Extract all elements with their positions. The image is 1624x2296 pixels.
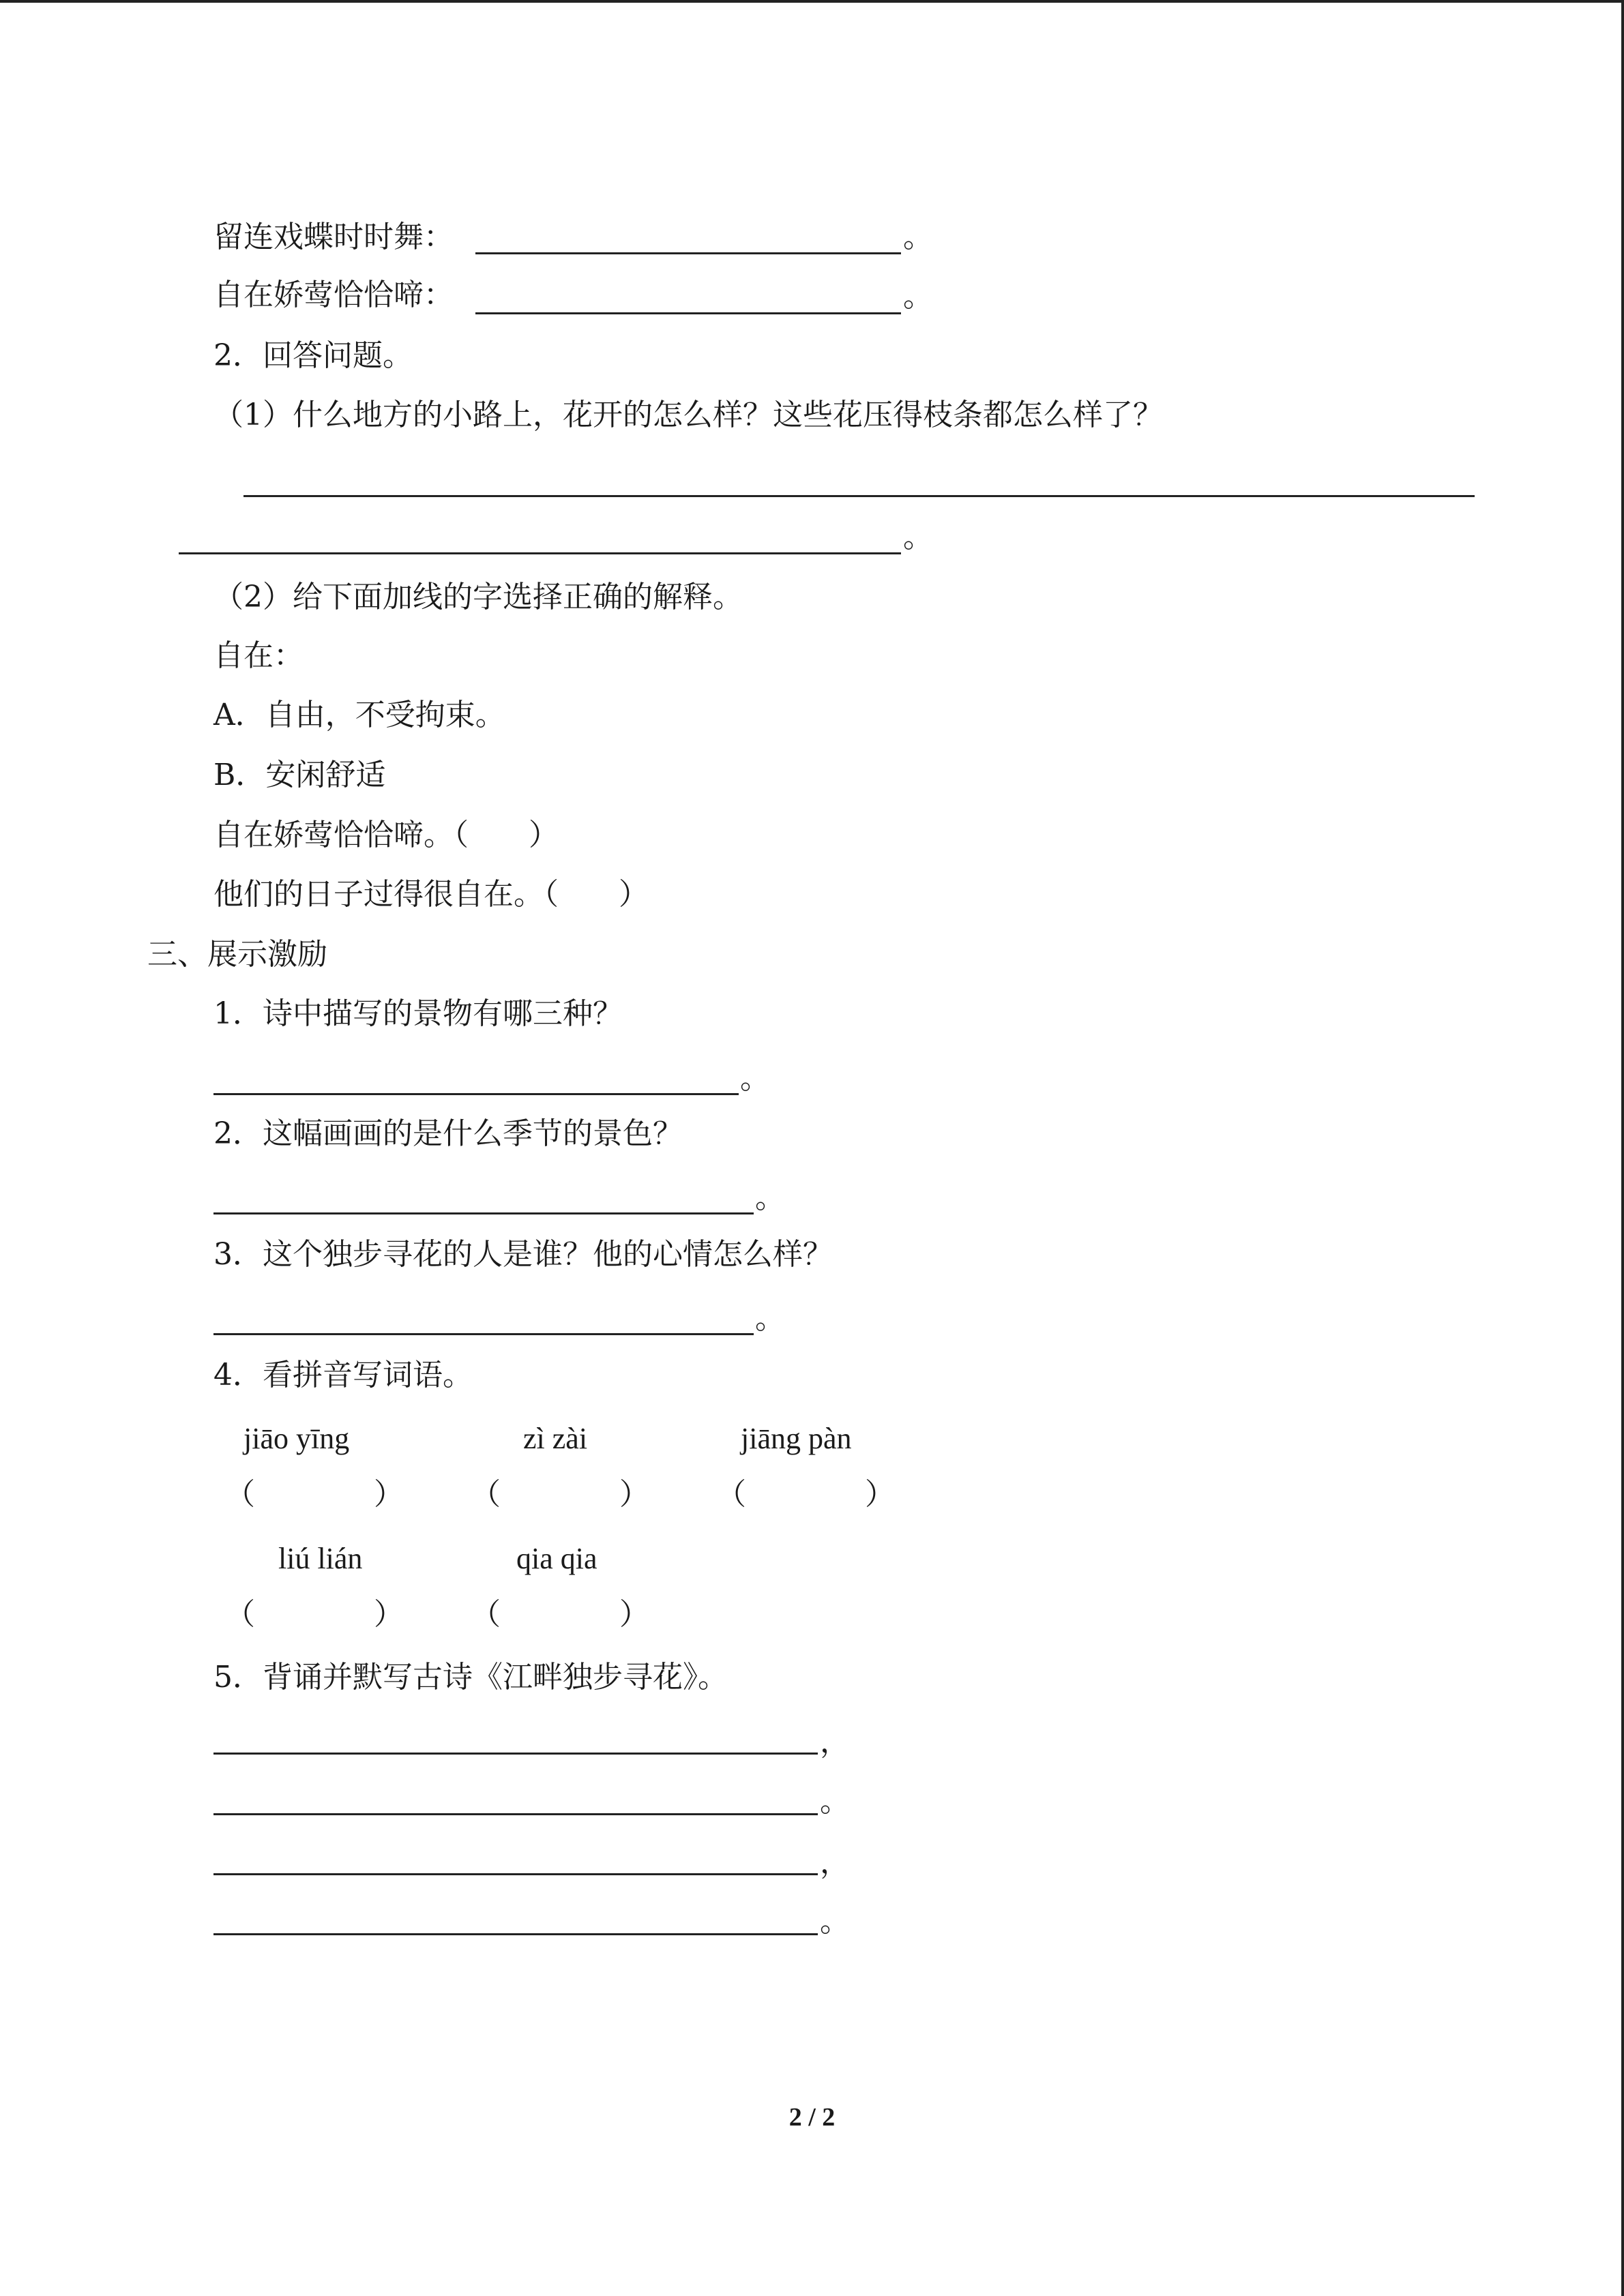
question-2-sub2: （2）给下面加线的字选择正确的解释。 (213, 580, 743, 614)
option-b: B．安闲舒适 (213, 758, 386, 792)
section-3-q2: 2．这幅画画的是什么季节的景色？ (213, 1116, 683, 1151)
page-border-right (1621, 0, 1624, 2296)
section-3-q5: 5．背诵并默写古诗《江畔独步寻花》。 (213, 1660, 728, 1695)
sub1-end: 。 (903, 520, 933, 554)
sentence-2[interactable]: 他们的日子过得很自在。（ ） (213, 877, 649, 912)
poem-end-3: ， (820, 1845, 850, 1880)
answer-line-3-2[interactable] (213, 1212, 754, 1214)
fill-label-2: 自在娇莺恰恰啼： (213, 278, 454, 312)
fill-end-2: 。 (903, 279, 933, 314)
target-word: 自在： (213, 638, 304, 673)
answer-line-3-3[interactable] (213, 1333, 754, 1335)
answer-line-1[interactable] (475, 252, 901, 254)
q3-end: 。 (755, 1301, 785, 1336)
paren-open-4[interactable]: （ (225, 1597, 255, 1632)
pinyin-3: jiāng pàn (741, 1422, 852, 1455)
q2-end: 。 (755, 1180, 785, 1215)
answer-line-2-1a[interactable] (243, 495, 1475, 497)
poem-line-1[interactable] (213, 1753, 818, 1755)
section-3-q1: 1．诗中描写的景物有哪三种？ (213, 996, 623, 1031)
paren-open-5[interactable]: （ (471, 1597, 501, 1632)
answer-line-3-1[interactable] (213, 1093, 739, 1095)
poem-line-2[interactable] (213, 1813, 818, 1815)
fill-label-1: 留连戏蝶时时舞： (213, 220, 454, 254)
page-border-top (0, 0, 1624, 3)
paren-open-1[interactable]: （ (225, 1477, 255, 1512)
answer-line-2[interactable] (475, 312, 901, 314)
question-2-title: 2．回答问题。 (213, 338, 413, 373)
poem-end-2: 。 (820, 1784, 850, 1819)
section-3-q4: 4．看拼音写词语。 (213, 1358, 473, 1392)
paren-close-3: ） (865, 1477, 895, 1512)
page-number: 2 / 2 (788, 2103, 836, 2132)
pinyin-4: liú lián (278, 1542, 363, 1575)
paren-close-1: ） (374, 1477, 404, 1512)
option-a: A．自由，不受拘束。 (213, 698, 505, 732)
paren-close-5: ） (619, 1597, 649, 1632)
poem-line-4[interactable] (213, 1933, 818, 1935)
q1-end: 。 (740, 1061, 770, 1096)
pinyin-1: jiāo yīng (243, 1422, 350, 1455)
poem-end-1: ， (820, 1725, 850, 1759)
poem-line-3[interactable] (213, 1873, 818, 1875)
question-2-sub1: （1）什么地方的小路上，花开的怎么样？这些花压得枝条都怎么样了？ (213, 398, 1163, 432)
paren-open-3[interactable]: （ (716, 1477, 746, 1512)
paren-close-2: ） (619, 1477, 649, 1512)
poem-end-4: 。 (820, 1904, 850, 1939)
section-3-heading: 三、展示激励 (147, 937, 327, 972)
section-3-q3: 3．这个独步寻花的人是谁？他的心情怎么样？ (213, 1237, 833, 1272)
answer-line-2-1b[interactable] (179, 552, 901, 554)
pinyin-2: zì zài (523, 1422, 588, 1455)
fill-end-1: 。 (903, 220, 933, 254)
paren-close-4: ） (374, 1597, 404, 1632)
paren-open-2[interactable]: （ (471, 1477, 501, 1512)
pinyin-5: qia qia (516, 1542, 597, 1575)
sentence-1[interactable]: 自在娇莺恰恰啼。（ ） (213, 818, 559, 852)
